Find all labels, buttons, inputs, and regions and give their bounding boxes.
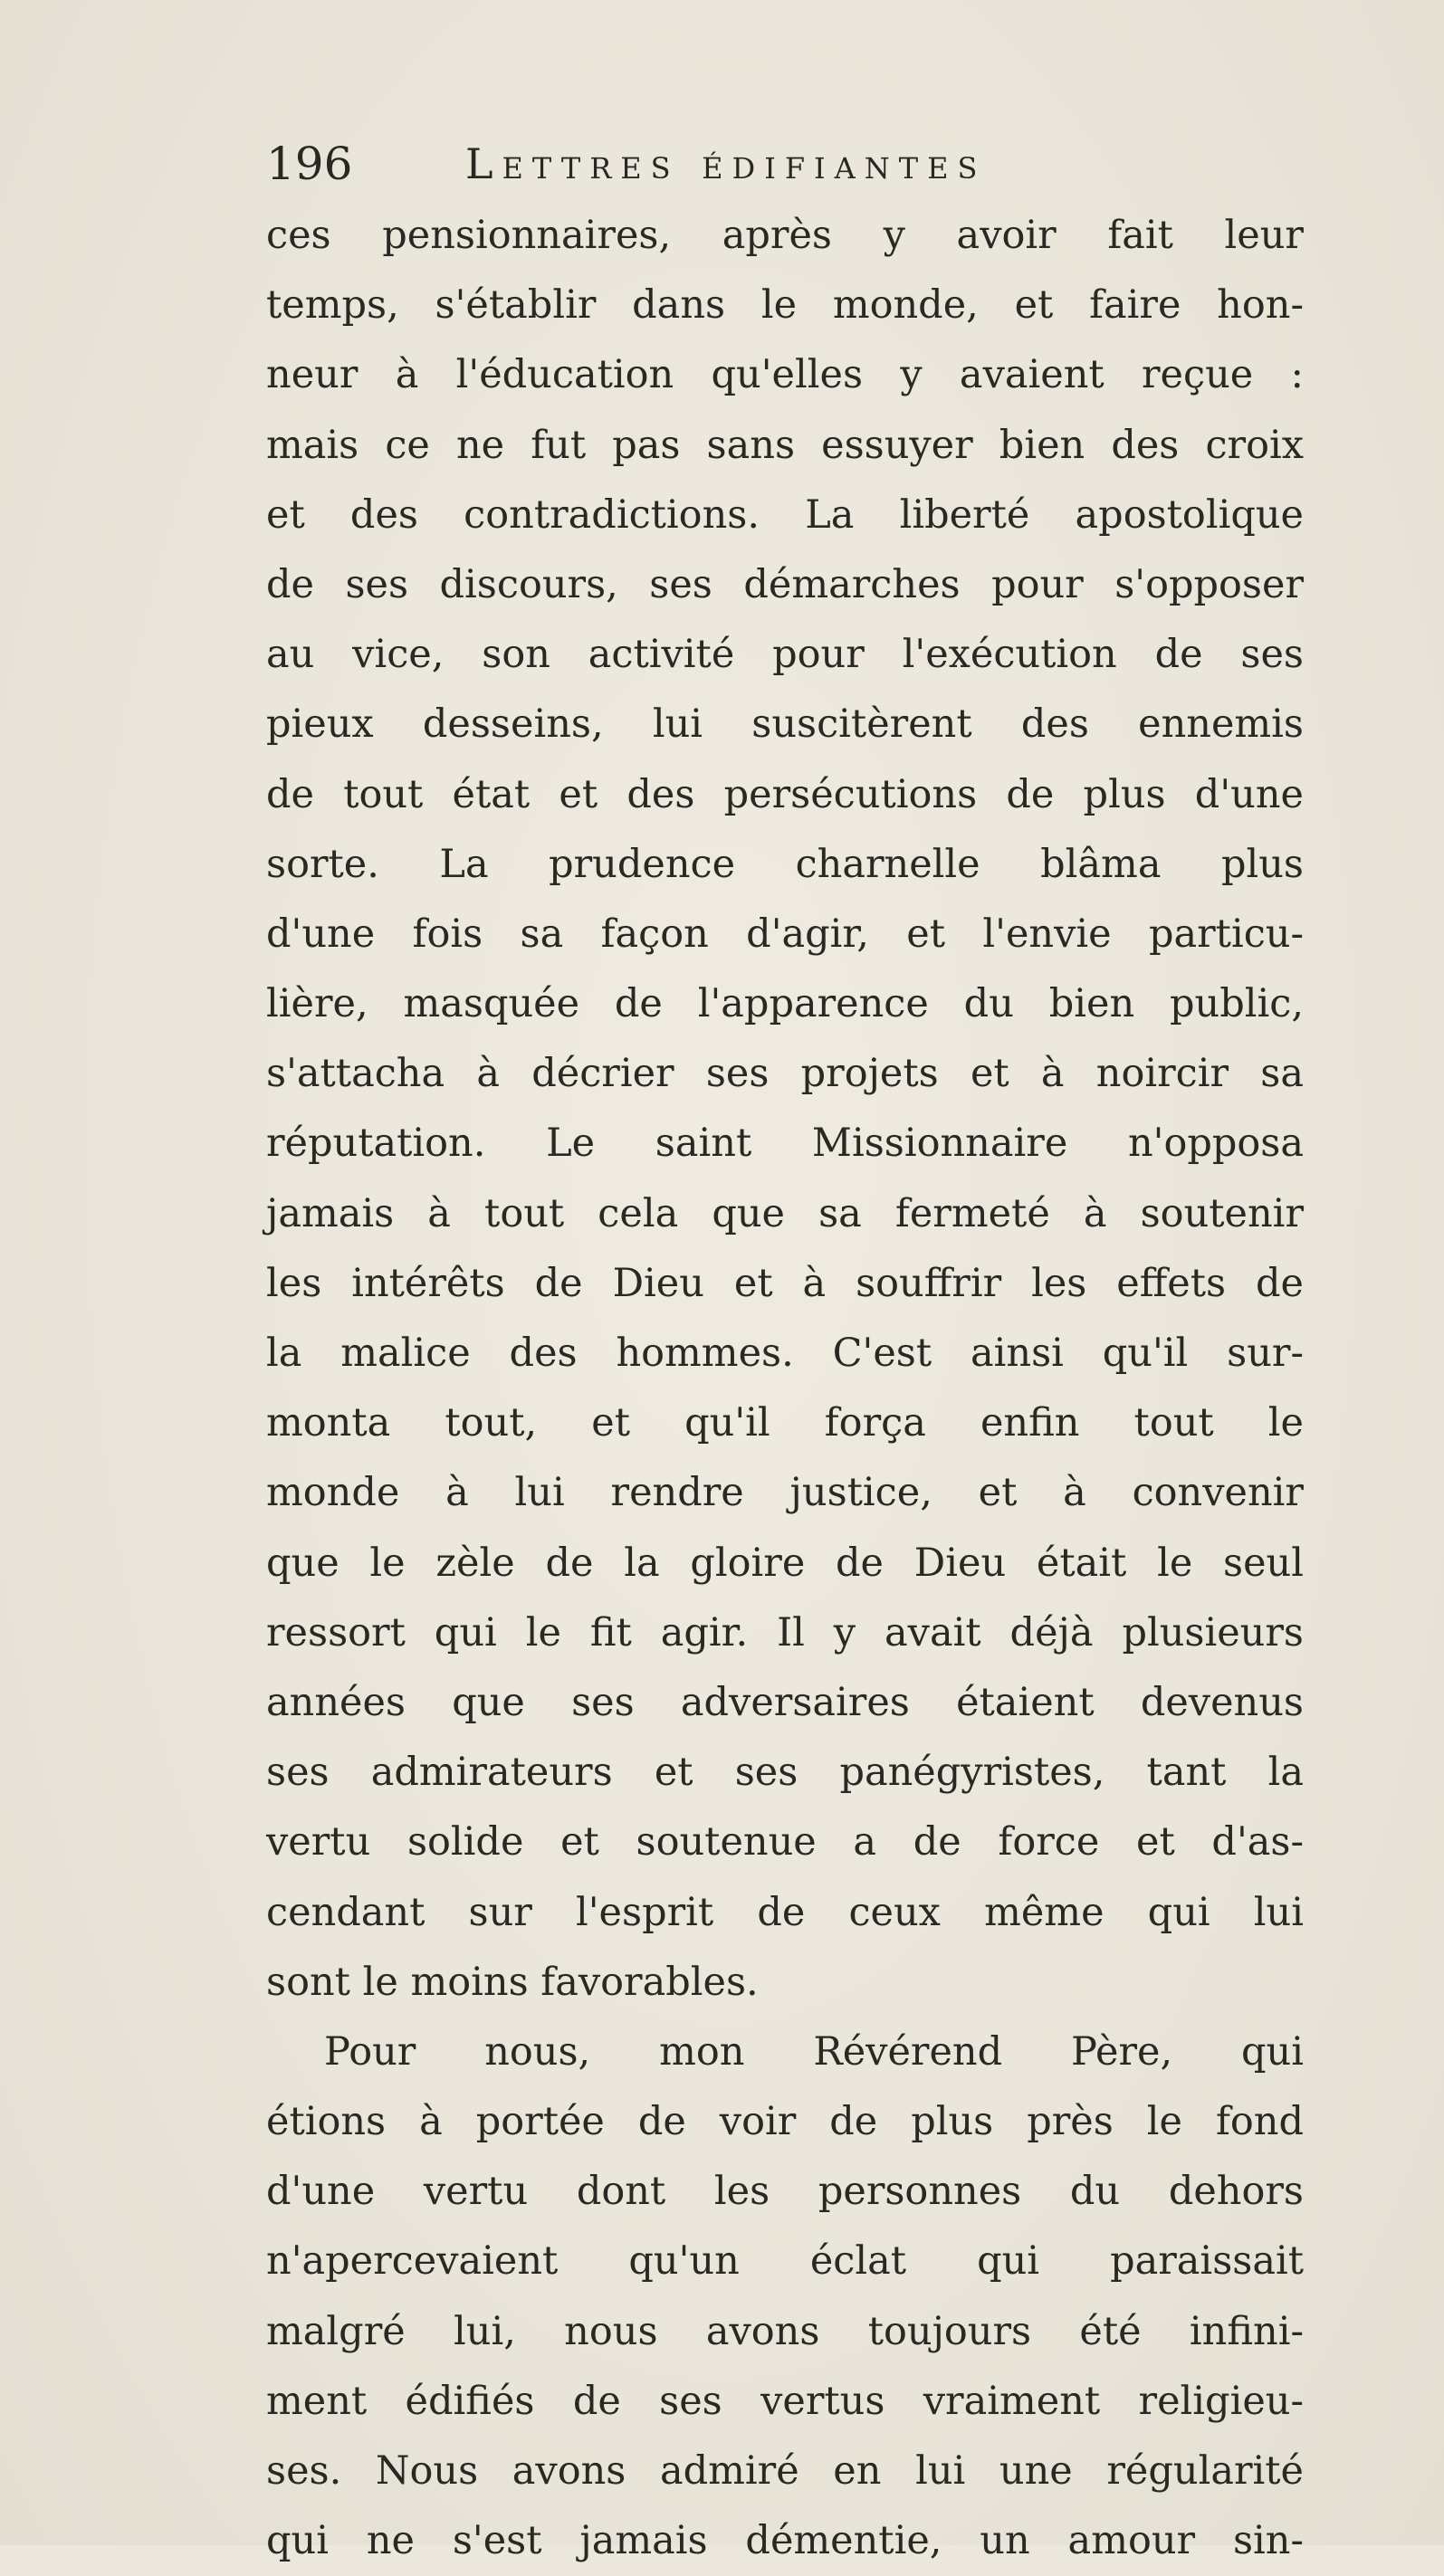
text-line: réputation. Le saint Missionnaire n'opposa [266,1121,1304,1167]
text-line: mais ce ne fut pas sans essuyer bien des croix [266,422,1304,468]
text-line: qui ne s'est jamais démentie, un amour sin- [266,2518,1304,2564]
paragraph-end-line: sont le moins favorables. [266,1959,759,2005]
text-line: n'apercevaient qu'un éclat qui paraissait [266,2238,1304,2285]
text-line: années que ses adversaires étaient devenus [266,1679,1304,1725]
text-line: monta tout, et qu'il força enfin tout le [266,1400,1304,1446]
text-line: cendant sur l'esprit de ceux même qui lui [266,1889,1304,1935]
text-line: au vice, son activité pour l'exécution de ses [266,632,1304,678]
text-line: sorte. La prudence charnelle blâma plus [266,841,1304,887]
text-line: lière, masquée de l'apparence du bien public, [266,981,1304,1027]
text-line: ses. Nous avons admiré en lui une régularité [266,2448,1304,2494]
text-line: ces pensionnaires, après y avoir fait leur [266,213,1304,258]
text-line: ment édifiés de ses vertus vraiment religieu- [266,2378,1304,2424]
text-line: ses admirateurs et ses panégyristes, tant la [266,1750,1304,1796]
text-line: neur à l'éducation qu'elles y avaient reçue : [266,352,1304,398]
text-line: ressort qui le fit agir. Il y avait déjà plusieurs [266,1609,1304,1655]
text-line: malgré lui, nous avons toujours été infini- [266,2308,1304,2354]
text-line: étions à portée de voir de plus près le fond [266,2099,1304,2145]
text-line: d'une vertu dont les personnes du dehors [266,2169,1304,2215]
text-line: temps, s'établir dans le monde, et faire hon- [266,282,1304,329]
text-line: s'attacha à décrier ses projets et à noircir sa [266,1051,1304,1097]
text-line: de ses discours, ses démarches pour s'opposer [266,561,1304,607]
text-line: les intérêts de Dieu et à souffrir les effets de [266,1260,1304,1306]
running-title: Lettres édifiantes [465,139,987,188]
text-line: pieux desseins, lui suscitèrent des ennemis [266,701,1304,748]
text-line: la malice des hommes. C'est ainsi qu'il sur- [266,1331,1304,1376]
text-line: monde à lui rendre justice, et à convenir [266,1470,1304,1516]
paragraph-start-line: Pour nous, mon Révérend Père, qui [324,2028,1304,2075]
text-line: d'une fois sa façon d'agir, et l'envie particu- [266,911,1304,957]
body-text [266,201,1304,2576]
page-number: 196 [266,138,353,190]
text-line: et des contradictions. La liberté apostolique [266,491,1304,538]
text-line: jamais à tout cela que sa fermeté à soutenir [266,1190,1304,1236]
text-line: que le zèle de la gloire de Dieu était le seul [266,1540,1304,1586]
page-header [266,131,1307,196]
text-line: de tout état et des persécutions de plus d'une [266,771,1304,817]
text-line: vertu solide et soutenue a de force et d'as- [266,1819,1304,1865]
